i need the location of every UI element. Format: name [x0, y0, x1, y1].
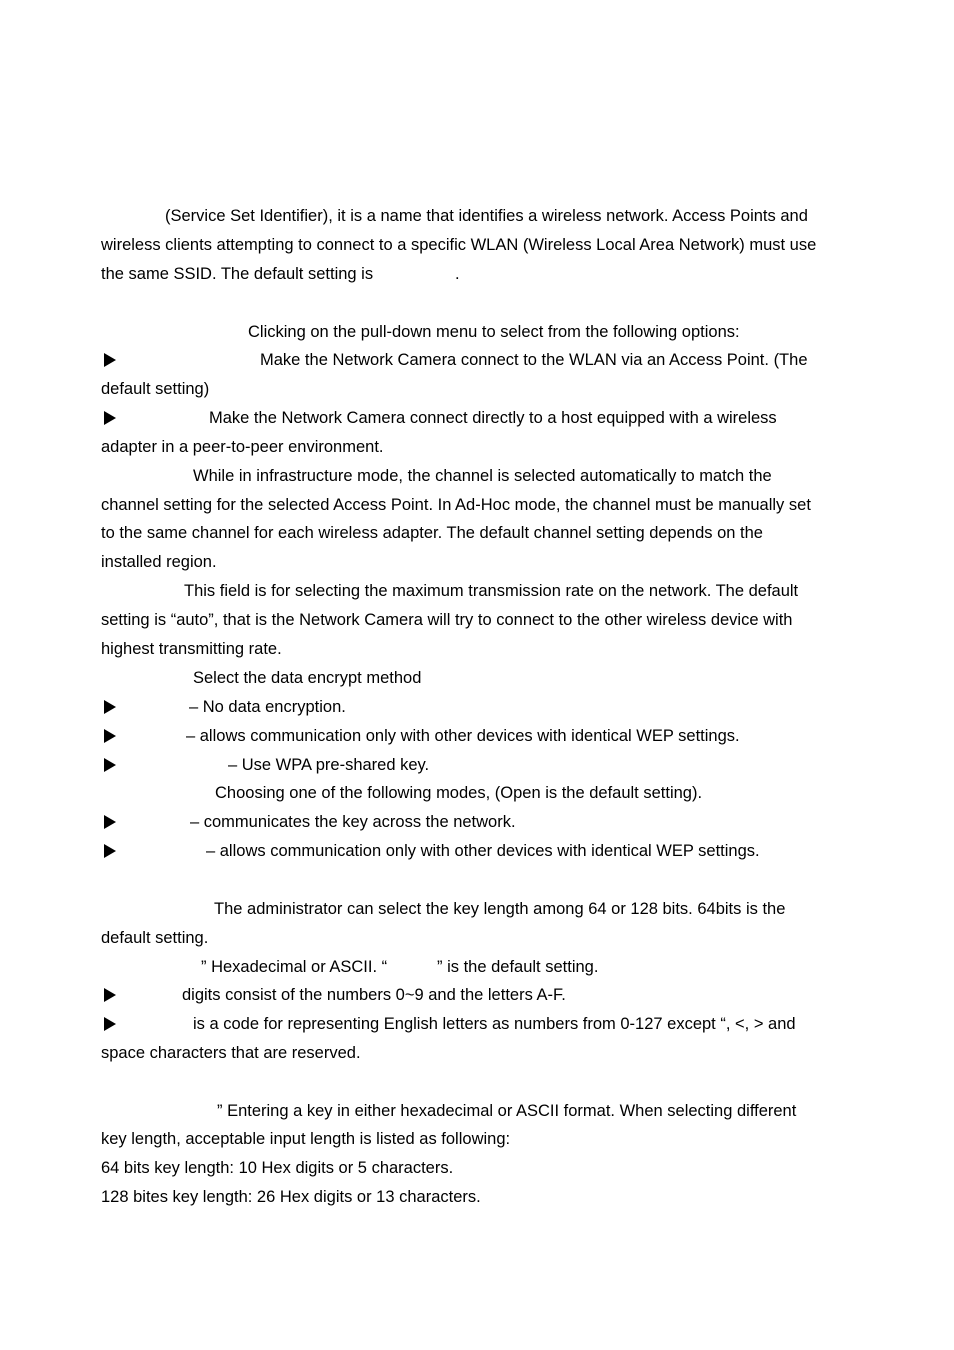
bullet-triangle-icon [104, 815, 116, 829]
ssid-desc-line-3: the same SSID. The default setting is [101, 265, 374, 283]
bullet-triangle-icon [104, 988, 116, 1002]
key-format-desc-a: ” Hexadecimal or ASCII. “ [201, 958, 388, 976]
adhoc-desc-1: Make the Network Camera connect directly to a host equipped with a wireless [209, 409, 777, 427]
channel-desc-2: channel setting for the selected Access Point. In Ad-Hoc mode, the channel must be manually set [101, 496, 811, 514]
ssid-desc-period: . [455, 265, 460, 283]
txrate-desc-2: setting is “auto”, that is the Network Camera will try to connect to the other wireless device with [101, 611, 793, 629]
key-entry-desc-2: key length, acceptable input length is listed as following: [101, 1130, 511, 1148]
key-64-desc: 64 bits key length: 10 Hex digits or 5 characters. [101, 1159, 454, 1177]
bullet-triangle-icon [104, 1017, 116, 1031]
infrastructure-desc-1: Make the Network Camera connect to the WLAN via an Access Point. (The [260, 351, 808, 369]
txrate-desc-3: highest transmitting rate. [101, 640, 282, 658]
encrypt-wep-desc: – allows communication only with other devices with identical WEP settings. [186, 727, 740, 745]
ascii-desc-1: is a code for representing English letters as numbers from 0-127 except “, <, > and [193, 1015, 796, 1033]
auth-open-desc: – communicates the key across the network. [190, 813, 516, 831]
ssid-desc-line-2: wireless clients attempting to connect to a specific WLAN (Wireless Local Area Network) must use [101, 236, 817, 254]
channel-desc-1: While in infrastructure mode, the channel is selected automatically to match the [193, 467, 772, 485]
channel-desc-4: installed region. [101, 553, 217, 571]
key-length-desc-1: The administrator can select the key length among 64 or 128 bits. 64bits is the [214, 900, 786, 918]
bullet-triangle-icon [104, 758, 116, 772]
key-format-desc-b: ” is the default setting. [437, 958, 599, 976]
bullet-triangle-icon [104, 729, 116, 743]
bullet-triangle-icon [104, 353, 116, 367]
auth-mode-intro: Choosing one of the following modes, (Open is the default setting). [215, 784, 703, 802]
ssid-desc-line-1: (Service Set Identifier), it is a name that identifies a wireless network. Access Points and [165, 207, 808, 225]
hex-desc: digits consist of the numbers 0~9 and the letters A-F. [182, 986, 566, 1004]
key-entry-desc-1: ” Entering a key in either hexadecimal or ASCII format. When selecting different [217, 1102, 797, 1120]
ascii-desc-2: space characters that are reserved. [101, 1044, 361, 1062]
encrypt-intro: Select the data encrypt method [193, 669, 422, 687]
key-128-desc: 128 bites key length: 26 Hex digits or 13 characters. [101, 1188, 481, 1206]
auth-shared-desc: – allows communication only with other devices with identical WEP settings. [206, 842, 760, 860]
key-length-desc-2: default setting. [101, 929, 209, 947]
channel-desc-3: to the same channel for each wireless adapter. The default channel setting depends on the [101, 524, 763, 542]
encrypt-none-desc: – No data encryption. [189, 698, 346, 716]
encrypt-wpa-desc: – Use WPA pre-shared key. [228, 756, 430, 774]
mode-intro: Clicking on the pull-down menu to select from the following options: [248, 323, 740, 341]
bullet-triangle-icon [104, 411, 116, 425]
bullet-triangle-icon [104, 700, 116, 714]
infrastructure-desc-2: default setting) [101, 380, 210, 398]
txrate-desc-1: This field is for selecting the maximum transmission rate on the network. The default [184, 582, 799, 600]
bullet-triangle-icon [104, 844, 116, 858]
adhoc-desc-2: adapter in a peer-to-peer environment. [101, 438, 384, 456]
